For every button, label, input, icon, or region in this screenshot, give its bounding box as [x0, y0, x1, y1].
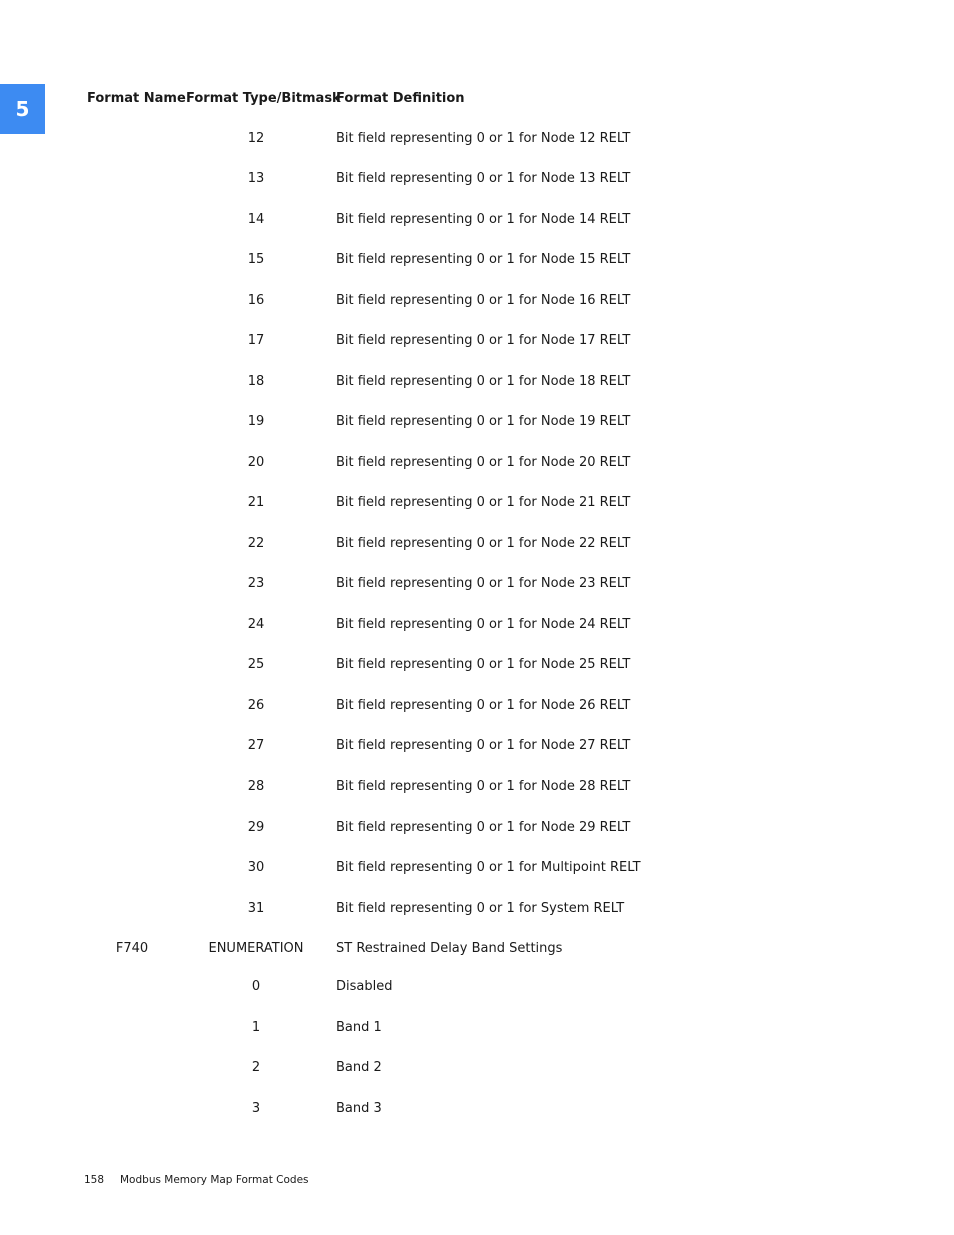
table-row [0, 616, 954, 634]
format-type-cell: 2 [251, 1060, 261, 1075]
format-type-cell: 16 [247, 293, 265, 308]
format-type-cell: 27 [247, 738, 265, 753]
format-type-cell: 31 [247, 901, 265, 916]
table-row [0, 1059, 954, 1077]
format-name-cell: F740 [115, 941, 149, 956]
format-definition-cell: Bit field representing 0 or 1 for Node 17 RELT [336, 333, 631, 348]
format-definition-cell: Bit field representing 0 or 1 for Node 16 RELT [336, 293, 631, 308]
table-row [0, 130, 954, 148]
format-type-cell: 30 [247, 860, 265, 875]
table-row [0, 413, 954, 431]
format-definition-cell: Bit field representing 0 or 1 for Node 26 RELT [336, 698, 631, 713]
table-row [0, 1019, 954, 1037]
table-row [0, 575, 954, 593]
table-row [0, 900, 954, 918]
table-row [0, 373, 954, 391]
format-type-cell: 19 [247, 414, 265, 429]
table-row [0, 292, 954, 310]
table-row [0, 332, 954, 350]
format-definition-cell: Bit field representing 0 or 1 for Node 29 RELT [336, 820, 631, 835]
format-definition-cell: Bit field representing 0 or 1 for Node 21 RELT [336, 495, 631, 510]
format-definition-cell: Bit field representing 0 or 1 for Node 18 RELT [336, 374, 631, 389]
format-type-cell: 25 [247, 657, 265, 672]
format-definition-cell: Bit field representing 0 or 1 for Node 19 RELT [336, 414, 631, 429]
column-header-format-definition: Format Definition [336, 91, 465, 106]
format-definition-cell: Bit field representing 0 or 1 for Node 27 RELT [336, 738, 631, 753]
table-row [0, 778, 954, 796]
footer-page-number: 158 [84, 1174, 105, 1186]
chapter-tab: 5 [0, 84, 45, 134]
table-row [0, 535, 954, 553]
format-definition-cell: Band 1 [336, 1020, 382, 1035]
table-row [0, 656, 954, 674]
table-row [0, 819, 954, 837]
table-row [0, 859, 954, 877]
format-type-cell: 3 [251, 1101, 261, 1116]
format-definition-cell: Bit field representing 0 or 1 for Node 12 RELT [336, 131, 631, 146]
format-definition-cell: Bit field representing 0 or 1 for Node 25 RELT [336, 657, 631, 672]
format-definition-cell: Band 2 [336, 1060, 382, 1075]
column-header-format-type: Format Type/Bitmask [186, 91, 341, 106]
format-definition-cell: Disabled [336, 979, 393, 994]
format-definition-cell: Bit field representing 0 or 1 for Node 14 RELT [336, 212, 631, 227]
format-type-cell: 24 [247, 617, 265, 632]
format-type-cell: 13 [247, 171, 265, 186]
format-definition-cell: Bit field representing 0 or 1 for Multipoint RELT [336, 860, 641, 875]
format-definition-cell: Bit field representing 0 or 1 for System RELT [336, 901, 625, 916]
format-definition-cell: Bit field representing 0 or 1 for Node 22 RELT [336, 536, 631, 551]
format-type-cell: 20 [247, 455, 265, 470]
format-type-cell: ENUMERATION [208, 941, 304, 956]
table-row [0, 454, 954, 472]
table-row [0, 1100, 954, 1118]
format-type-cell: 12 [247, 131, 265, 146]
footer-title: Modbus Memory Map Format Codes [120, 1174, 309, 1186]
format-type-cell: 29 [247, 820, 265, 835]
format-definition-cell: Bit field representing 0 or 1 for Node 28 RELT [336, 779, 631, 794]
format-type-cell: 0 [251, 979, 261, 994]
table-row [0, 697, 954, 715]
format-type-cell: 23 [247, 576, 265, 591]
table-row [0, 170, 954, 188]
format-type-cell: 22 [247, 536, 265, 551]
format-type-cell: 17 [247, 333, 265, 348]
format-type-cell: 18 [247, 374, 265, 389]
table-row [0, 251, 954, 269]
format-definition-cell: Bit field representing 0 or 1 for Node 20 RELT [336, 455, 631, 470]
format-type-cell: 14 [247, 212, 265, 227]
table-row [0, 940, 954, 958]
table-row [0, 211, 954, 229]
format-definition-cell: ST Restrained Delay Band Settings [336, 941, 563, 956]
table-row [0, 494, 954, 512]
format-definition-cell: Bit field representing 0 or 1 for Node 13 RELT [336, 171, 631, 186]
format-type-cell: 15 [247, 252, 265, 267]
format-type-cell: 21 [247, 495, 265, 510]
format-definition-cell: Band 3 [336, 1101, 382, 1116]
table-row [0, 978, 954, 996]
format-definition-cell: Bit field representing 0 or 1 for Node 15 RELT [336, 252, 631, 267]
table-row [0, 737, 954, 755]
format-type-cell: 26 [247, 698, 265, 713]
column-header-format-name: Format Name [87, 91, 186, 106]
format-definition-cell: Bit field representing 0 or 1 for Node 24 RELT [336, 617, 631, 632]
format-definition-cell: Bit field representing 0 or 1 for Node 23 RELT [336, 576, 631, 591]
format-type-cell: 28 [247, 779, 265, 794]
format-type-cell: 1 [251, 1020, 261, 1035]
